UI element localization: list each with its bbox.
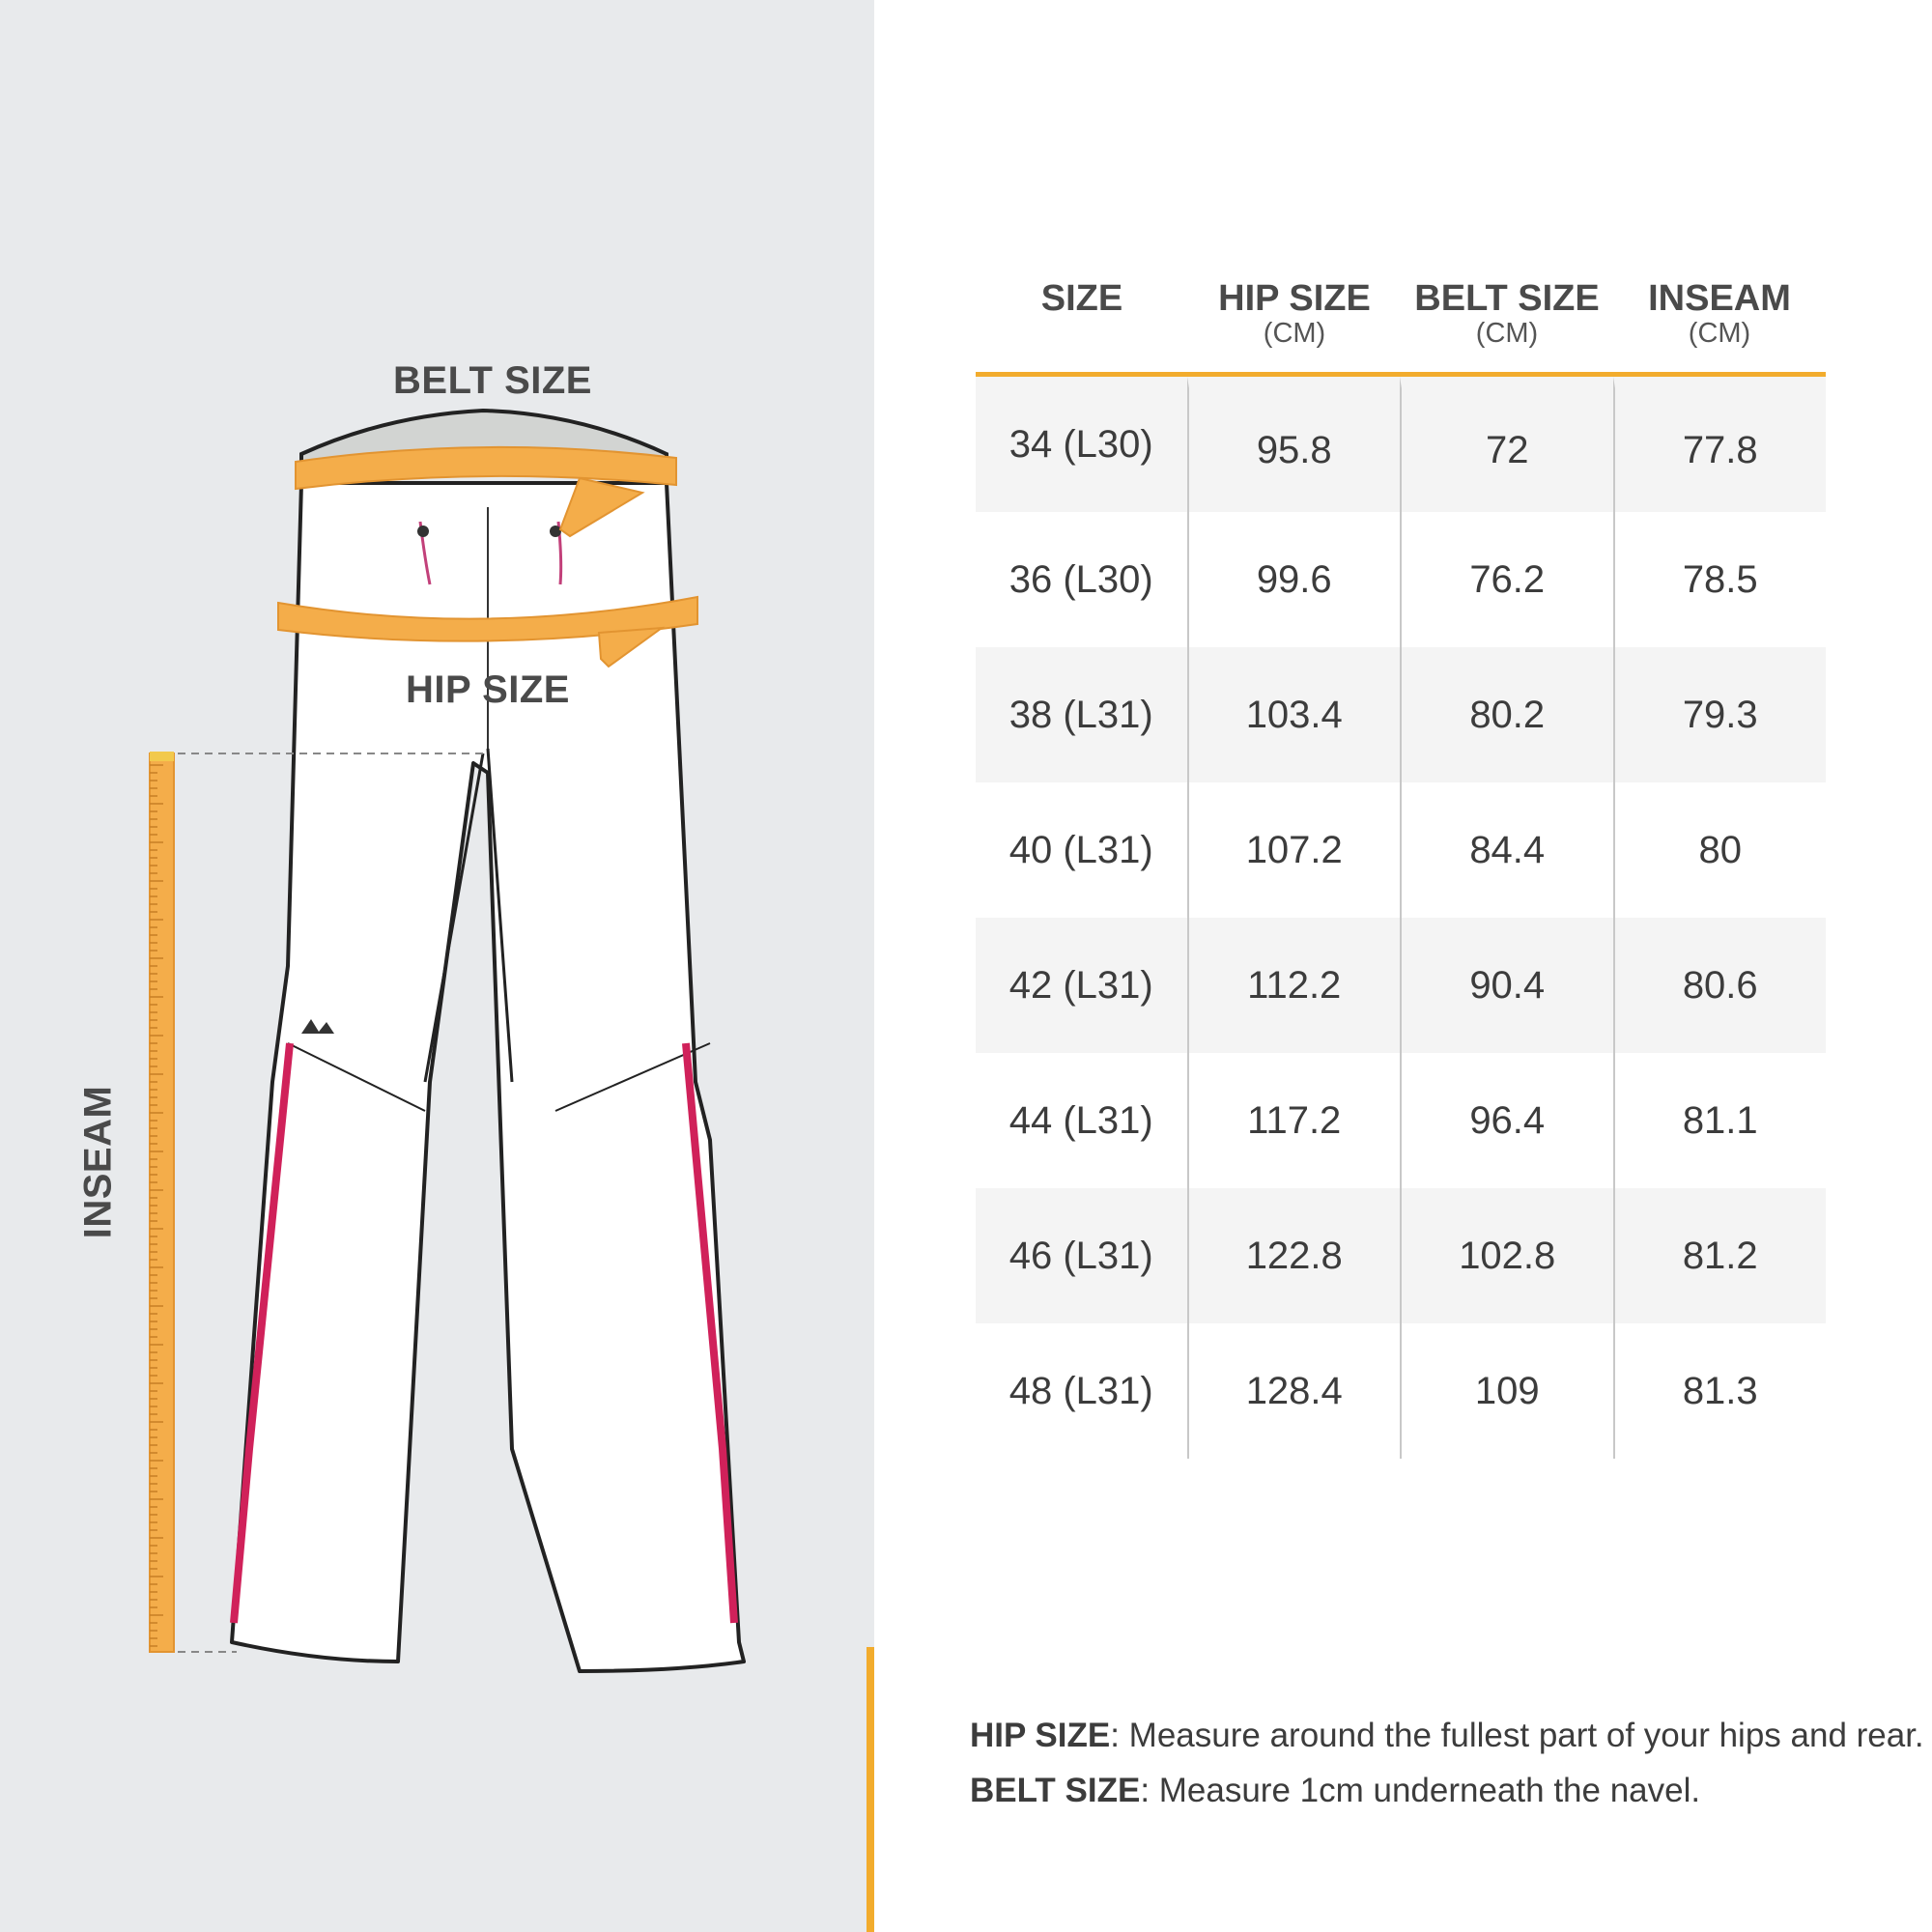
table-cell: 102.8: [1400, 1188, 1613, 1323]
table-cell: 112.2: [1187, 918, 1401, 1053]
table-cell: 38 (L31): [1009, 693, 1153, 736]
table-cell: 80: [1613, 782, 1827, 918]
column-header-hip: [1188, 270, 1401, 372]
table-row: [976, 918, 1826, 1053]
table-row: [976, 1053, 1826, 1188]
column-header-belt: [1401, 270, 1613, 372]
column-header-title: BELT SIZE: [1414, 278, 1600, 319]
table-cell: 99.6: [1187, 512, 1401, 647]
table-row: [976, 647, 1826, 782]
table-cell: 81.1: [1613, 1053, 1827, 1188]
table-cell: 122.8: [1187, 1188, 1401, 1323]
table-cell: 48 (L31): [1009, 1369, 1153, 1412]
table-cell: 107.2: [1187, 782, 1401, 918]
belt-note-term: BELT SIZE: [970, 1772, 1141, 1809]
column-header-unit: (CM): [1475, 317, 1539, 349]
hip-note-term: HIP SIZE: [970, 1717, 1111, 1754]
hip-note: [970, 1708, 1924, 1763]
table-cell: 46 (L31): [1009, 1234, 1153, 1277]
table-row: [976, 1323, 1826, 1459]
column-header-inseam: [1613, 270, 1826, 372]
table-cell: 81.2: [1613, 1188, 1827, 1323]
belt-note-text: : Measure 1cm underneath the navel.: [1140, 1772, 1701, 1809]
table-cell: 77.8: [1613, 377, 1827, 512]
table-cell: 40 (L31): [1009, 828, 1153, 871]
table-cell: 78.5: [1613, 512, 1827, 647]
table-cell: 76.2: [1400, 512, 1613, 647]
table-cell: 95.8: [1187, 377, 1401, 512]
table-header: [976, 270, 1826, 377]
table-body: [976, 377, 1826, 1459]
table-cell: 72: [1400, 377, 1613, 512]
table-cell: 36 (L30): [1009, 557, 1153, 601]
measurement-notes: [970, 1708, 1924, 1818]
column-header-unit: (CM): [1688, 317, 1751, 349]
belt-note: [970, 1763, 1924, 1818]
table-row: [976, 512, 1826, 647]
hip-note-text: : Measure around the fullest part of your hips and rear.: [1110, 1717, 1924, 1754]
diagram-panel: [0, 0, 874, 1932]
column-header-title: HIP SIZE: [1218, 278, 1371, 319]
table-row: [976, 782, 1826, 918]
column-header-title: SIZE: [1040, 278, 1123, 319]
table-cell: 80.2: [1400, 647, 1613, 782]
table-cell: 79.3: [1613, 647, 1827, 782]
table-cell: 44 (L31): [1009, 1098, 1153, 1142]
table-cell: 80.6: [1613, 918, 1827, 1053]
accent-bar: [867, 1647, 874, 1932]
table-row: [976, 377, 1826, 512]
table-cell: 34 (L30): [1009, 422, 1153, 466]
table-cell: 84.4: [1400, 782, 1613, 918]
inseam-label: INSEAM: [76, 1085, 120, 1239]
hip-size-label: HIP SIZE: [406, 668, 570, 711]
table-cell: 117.2: [1187, 1053, 1401, 1188]
table-row: [976, 1188, 1826, 1323]
belt-size-label: BELT SIZE: [393, 359, 592, 402]
column-header-title: INSEAM: [1648, 278, 1791, 319]
table-cell: 96.4: [1400, 1053, 1613, 1188]
pants-illustration: [0, 0, 874, 1932]
table-cell: 90.4: [1400, 918, 1613, 1053]
table-cell: 81.3: [1613, 1323, 1827, 1459]
table-cell: 103.4: [1187, 647, 1401, 782]
column-header-size: [976, 270, 1188, 372]
table-cell: 109: [1400, 1323, 1613, 1459]
table-cell: 42 (L31): [1009, 963, 1153, 1007]
size-table: [976, 270, 1826, 1459]
table-cell: 128.4: [1187, 1323, 1401, 1459]
column-header-unit: (CM): [1263, 317, 1326, 349]
